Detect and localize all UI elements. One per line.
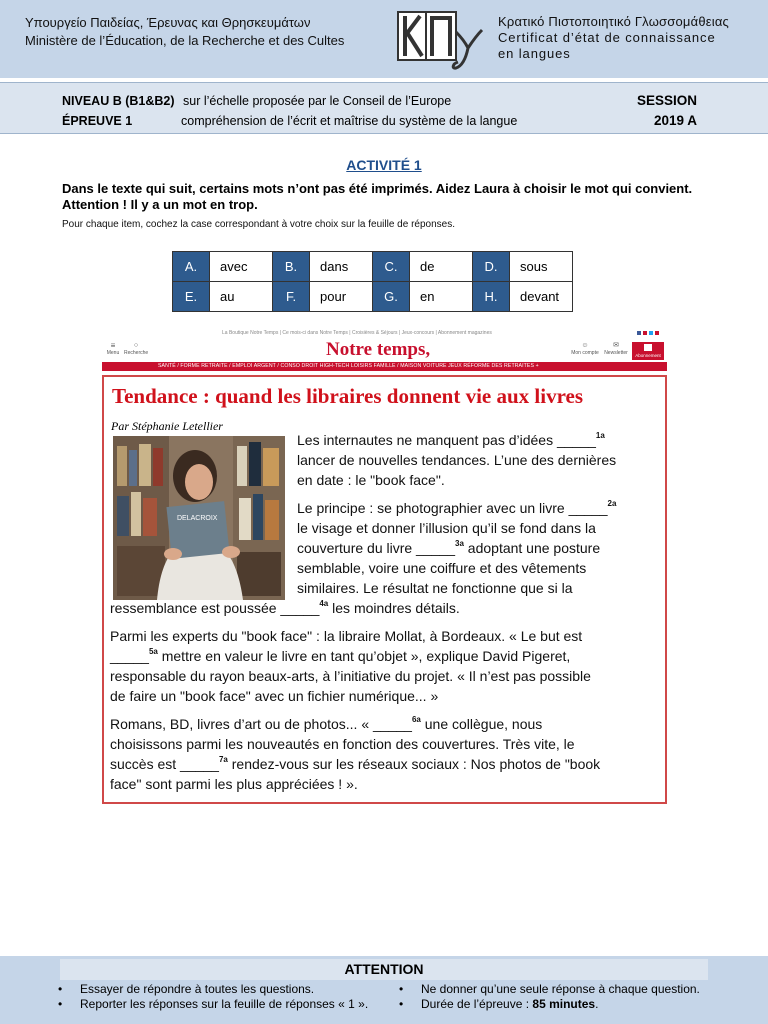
site-nav-bar (102, 362, 667, 371)
gap-marker-2a: 2a (607, 499, 617, 509)
p2-line-1: Le principe : se photographier avec un livre _____$^{2a}$ (297, 499, 617, 516)
gap-marker-7a: 7a (218, 755, 228, 765)
activity-instruction: Dans le texte qui suit, certains mots n’ont pas été imprimés. Aidez Laura à choisir le mot qui convient. Attention ! Il y a un mot en trop. (62, 181, 693, 212)
certificate-french-2: en langues (498, 46, 571, 61)
certificate-block (498, 14, 729, 62)
duration-value: 85 minutes (532, 997, 596, 1011)
choice-word: au (210, 282, 273, 312)
p4-line-1: Romans, BD, livres d’art ou de photos... « _____$^{6a}$ une collègue, nous (110, 715, 543, 732)
site-top-links[interactable]: La Boutique Notre Temps | Ce mois-ci dans Notre Temps | Croisières & Séjours | Jeux-concours | Abonnement magazines (222, 330, 492, 336)
p3-line-4: de faire un "book face" avec un fichier numérique... » (110, 688, 439, 704)
choice-key: A. (173, 252, 210, 282)
p4-line-3: succès est _____$^{7a}$ rendez-vous sur les réseaux sociaux : Nos photos de "book (110, 755, 601, 772)
choice-key: E. (173, 282, 210, 312)
account-label: Mon compte (571, 350, 599, 356)
choice-key: D. (473, 252, 510, 282)
twitter-icon[interactable] (649, 331, 653, 335)
menu-label: Menu (106, 350, 120, 356)
choice-word: devant (510, 282, 573, 312)
certificate-french-1: Certificat d’état de connaissance (498, 30, 716, 45)
choice-key: C. (373, 252, 410, 282)
activity-sub-instruction: Pour chaque item, cochez la case correspondant à votre choix sur la feuille de réponses. (62, 219, 455, 230)
footer-bullet-2: • Reporter les réponses sur la feuille de réponses « 1 ». (80, 997, 368, 1012)
niveau-label: NIVEAU B (B1&B2) (62, 94, 175, 108)
footer-bullet-4: • Durée de l’épreuve : 85 minutes. (421, 997, 598, 1012)
gap-marker-4a: 4a (319, 599, 329, 609)
choice-word: de (410, 252, 473, 282)
pinterest-icon[interactable] (643, 331, 647, 335)
choice-key: B. (273, 252, 310, 282)
choice-key: F. (273, 282, 310, 312)
p4-line-4: face" sont parmi les plus appréciées ! ». (110, 776, 358, 792)
choice-key: G. (373, 282, 410, 312)
session-value: 2019 A (654, 113, 698, 128)
activity-title: ACTIVITÉ 1 (346, 157, 422, 173)
footer-bullet-1: • Essayer de répondre à toutes les questions. (80, 982, 314, 997)
ministry-greek: Υπουργείο Παιδείας, Έρευνας και Θρησκευμάτων (25, 15, 311, 30)
article-box (102, 375, 667, 804)
choice-word: pour (310, 282, 373, 312)
p1-line-2: lancer de nouvelles tendances. L’une des dernières (297, 452, 617, 468)
p1-line-3: en date : le "book face". (297, 472, 445, 488)
gap-marker-3a: 3a (455, 539, 464, 549)
niveau-description: sur l’échelle proposée par le Conseil de l’Europe (183, 94, 452, 108)
search-icon: ○ (133, 342, 139, 349)
p4-line-2: choisissons parmi les nouveautés en fonction des couvertures. Très vite, le (110, 736, 575, 752)
gap-marker-1a: 1a (595, 431, 605, 441)
magazine-icon (644, 344, 652, 351)
p2-line-3: couverture du livre _____$^{3a}$ adoptant une posture (297, 539, 601, 556)
ministry-block (25, 14, 344, 50)
newsletter-button[interactable] (602, 342, 630, 356)
footer-bullet-3: • Ne donner qu’une seule réponse à chaque question. (421, 982, 700, 997)
youtube-icon[interactable] (655, 331, 659, 335)
gap-marker-5a: 5a (148, 647, 158, 657)
choices-table (172, 251, 573, 312)
website-header (102, 328, 667, 372)
p3-line-2: _____$^{5a}$ mettre en valeur le livre en tant qu’objet », explique David Pigeret, (110, 647, 571, 664)
gap-marker-6a: 6a (411, 715, 421, 725)
epreuve-label: ÉPREUVE 1 (62, 114, 133, 128)
ministry-french: Ministère de l’Éducation, de la Recherche et des Cultes (25, 33, 345, 48)
facebook-icon[interactable] (637, 331, 641, 335)
choice-word: dans (310, 252, 373, 282)
attention-title: ATTENTION (60, 959, 708, 980)
subscribe-button[interactable] (632, 342, 664, 360)
p1-line-1: Les internautes ne manquent pas d’idées _____$^{1a}$ (297, 431, 605, 448)
choices-row (173, 282, 573, 312)
p3-line-3: responsable du rayon beaux-arts, à l’initiative du projet. « Il n’est pas possible (110, 668, 591, 684)
certificate-greek: Κρατικό Πιστοποιητικό Γλωσσομάθειας (498, 14, 730, 29)
choice-key: H. (473, 282, 510, 312)
epreuve-description: compréhension de l’écrit et maîtrise du système de la langue (181, 114, 518, 128)
p2-line-4: semblable, voire une coiffure et des vêtements (297, 560, 587, 576)
p3-line-1: Parmi les experts du "book face" : la libraire Mollat, à Bordeaux. « Le but est (110, 628, 583, 644)
article-photo (113, 436, 285, 600)
site-nav-items[interactable]: SANTÉ / FORME RETRAITE / EMPLOI ARGENT / CONSO DROIT HIGH-TECH LOISIRS FAMILLE / MAISON VOITURE JEUX RÉFORME DES RETRAITES + (158, 363, 539, 369)
account-button[interactable] (570, 342, 600, 356)
notre-temps-logo[interactable]: Notre temps, (326, 339, 431, 360)
exam-info-band (0, 82, 768, 134)
hamburger-icon: ≡ (110, 341, 116, 350)
article-title: Tendance : quand les libraires donnent vie aux livres (112, 384, 584, 408)
menu-button[interactable] (106, 342, 120, 356)
kpg-logo (396, 8, 490, 72)
choice-word: sous (510, 252, 573, 282)
subscribe-label: Abonnement (635, 353, 661, 358)
choice-word: en (410, 282, 473, 312)
header-band (0, 0, 768, 78)
p2-line-5: similaires. Le résultat ne fonctionne que si la (297, 580, 573, 596)
choices-row (173, 252, 573, 282)
session-label: SESSION (637, 93, 698, 108)
article-byline: Par Stéphanie Letellier (111, 419, 223, 433)
p2-line-2: le visage et donner l’illusion qu’il se fond dans la (297, 520, 596, 536)
search-button[interactable] (124, 342, 148, 356)
footer-band (0, 956, 768, 1024)
user-icon: ☺ (581, 342, 589, 349)
photo-book-title: DELACROIX (177, 515, 218, 522)
newsletter-label: Newsletter (604, 350, 628, 356)
choice-word: avec (210, 252, 273, 282)
mail-icon: ✉ (613, 342, 619, 349)
p2-line-6: ressemblance est poussée _____$^{4a}$ les moindres détails. (110, 599, 460, 616)
search-label: Recherche (124, 350, 149, 356)
